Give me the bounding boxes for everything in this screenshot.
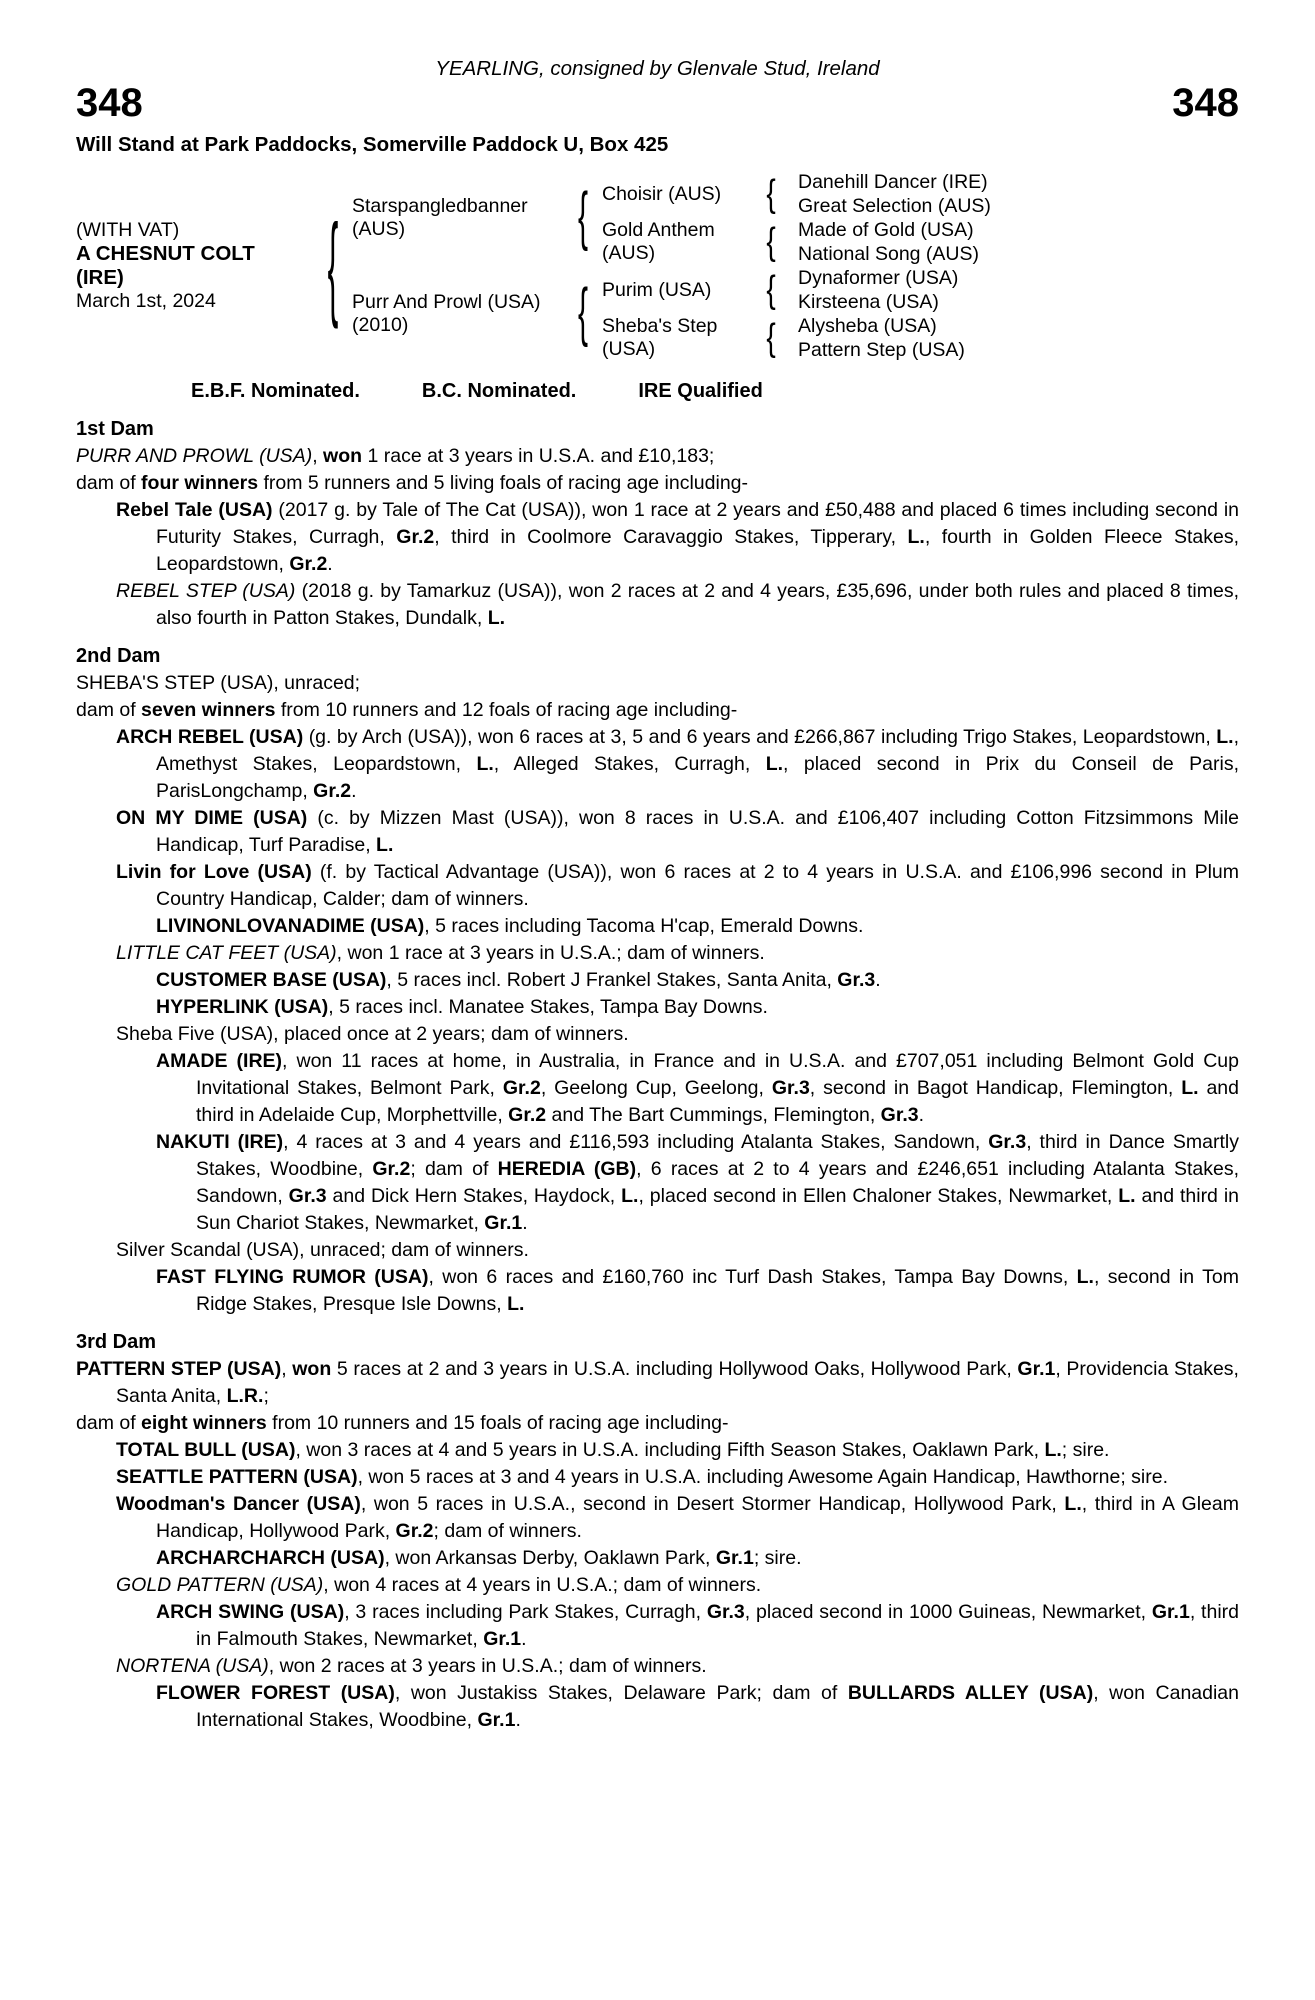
pedigree-paragraph: REBEL STEP (USA) (2018 g. by Tamarkuz (USA)), won 2 races at 2 and 4 years, £35,696, under both rules and placed 8 times, also fourth in Patton Stakes, Dundalk, L. [116,580,1240,629]
pedigree-paragraph: ARCHARCHARCH (USA), won Arkansas Derby, Oaklawn Park, Gr.1; sire. [156,1547,802,1569]
pedigree-paragraph: Woodman's Dancer (USA), won 5 races in U.S.A., second in Desert Stormer Handicap, Hollywood Park, L., third in A Gleam Handicap, Hollywood Park, Gr.2; dam of winners. [116,1493,1239,1542]
section-title: 2nd Dam [76,645,161,667]
pedigree-paragraph: TOTAL BULL (USA), won 3 races at 4 and 5 years in U.S.A. including Fifth Season Stakes, Oaklawn Park, L.; sire. [116,1439,1110,1461]
pedigree-paragraph: PURR AND PROWL (USA), won 1 race at 3 years in U.S.A. and £10,183; [76,445,715,467]
dam-sire-name: Purim (USA) [602,278,712,301]
pedigree-paragraph: PATTERN STEP (USA), won 5 races at 2 and 3 years in U.S.A. including Hollywood Oaks, Hollywood Park, Gr.1, Providencia Stakes, Santa Anita, L.R.; [76,1358,1239,1407]
vat-note: (WITH VAT) [76,219,180,241]
lot-number-right: 348 [1172,81,1239,125]
sire-name: Starspangledbanner (AUS) [352,195,528,240]
pedigree-paragraph: NAKUTI (IRE), 4 races at 3 and 4 years and £116,593 including Atalanta Stakes, Sandown, Gr.3, third in Dance Smartly Stakes, Woodbine, Gr.2; dam of HEREDIA (GB), 6 races at 2 to 4 years and £246,651 including Atalanta Stakes, Sandown, Gr.3 and Dick Hern Stakes, Haydock, L., placed second in Ellen Chaloner Stakes, Newmarket, L. and third in Sun Chariot Stakes, Newmarket, Gr.1. [156,1131,1239,1234]
foaling-date: March 1st, 2024 [76,290,216,312]
sire-dam-name: Gold Anthem (AUS) [602,219,715,264]
pedigree-paragraph: LIVINONLOVANADIME (USA), 5 races including Tacoma H'cap, Emerald Downs. [156,915,864,937]
great-grandsire-name: Alysheba (USA) [798,314,937,337]
stand-location: Will Stand at Park Paddocks, Somerville Paddock U, Box 425 [76,133,669,156]
lot-number-left: 348 [76,81,143,125]
great-grandsire-name: Danehill Dancer (IRE) [798,170,988,193]
pedigree-paragraph: Sheba Five (USA), placed once at 2 years; dam of winners. [116,1023,629,1045]
sire-sire-brace-icon: { [766,172,776,215]
section-title: 1st Dam [76,418,154,440]
pedigree-paragraph: ARCH REBEL (USA) (g. by Arch (USA)), won 6 races at 3, 5 and 6 years and £266,867 including Trigo Stakes, Leopardstown, L., Amethyst Stakes, Leopardstown, L., Alleged Stakes, Curragh, L., placed second in Prix du Conseil de Paris, ParisLongchamp, Gr.2. [116,726,1240,802]
pedigree-paragraph: Livin for Love (USA) (f. by Tactical Advantage (USA)), won 6 races at 2 to 4 years in U.S.A. and £106,996 second in Plum Country Handicap, Calder; dam of winners. [116,861,1240,910]
nominations-row [191,378,1239,405]
great-granddam-name: Pattern Step (USA) [798,338,965,361]
dam-brace-icon: { [577,277,589,349]
great-granddam-name: National Song (AUS) [798,242,980,265]
great-grandsire-name: Dynaformer (USA) [798,266,959,289]
dam-dam-brace-icon: { [766,316,776,359]
pedigree-paragraph: ON MY DIME (USA) (c. by Mizzen Mast (USA)), won 8 races in U.S.A. and £106,407 including Cotton Fitzsimmons Mile Handicap, Turf Paradise, L. [116,807,1240,856]
horse-description: A CHESNUT COLT (IRE) [76,242,255,289]
pedigree-paragraph: Silver Scandal (USA), unraced; dam of winners. [116,1239,529,1261]
pedigree-paragraph: dam of seven winners from 10 runners and 12 foals of racing age including- [76,699,738,721]
pedigree-paragraph: CUSTOMER BASE (USA), 5 races incl. Robert J Frankel Stakes, Santa Anita, Gr.3. [156,969,881,991]
lot-row [76,82,1239,124]
great-grandsire-name: Made of Gold (USA) [798,218,974,241]
horse-info [76,170,314,362]
great-granddam-name: Kirsteena (USA) [798,290,939,313]
pedigree-paragraph: HYPERLINK (USA), 5 races incl. Manatee Stakes, Tampa Bay Downs. [156,996,768,1018]
section-1st-dam [76,416,1239,632]
section-2nd-dam [76,643,1239,1318]
dam-dam-name: Sheba's Step (USA) [602,315,718,360]
pedigree-paragraph: SEATTLE PATTERN (USA), won 5 races at 3 and 4 years in U.S.A. including Awesome Again Handicap, Hawthorne; sire. [116,1466,1168,1488]
ebf-nomination: E.B.F. Nominated. [191,380,360,402]
ire-qualified: IRE Qualified [638,380,763,402]
sire-brace-icon: { [577,181,589,253]
pedigree-paragraph: dam of four winners from 5 runners and 5 living foals of racing age including- [76,472,748,494]
dam-sections [76,416,1239,1734]
pedigree-paragraph: LITTLE CAT FEET (USA), won 1 race at 3 years in U.S.A.; dam of winners. [116,942,765,964]
pedigree-table [76,170,1239,362]
pedigree-paragraph: Rebel Tale (USA) (2017 g. by Tale of The Cat (USA)), won 1 race at 2 years and £50,488 and placed 6 times including second in Futurity Stakes, Curragh, Gr.2, third in Coolmore Caravaggio Stakes, Tipperary, L., fourth in Golden Fleece Stakes, Leopardstown, Gr.2. [116,499,1239,575]
sire-dam-brace-icon: { [766,220,776,263]
bc-nomination: B.C. Nominated. [421,380,577,402]
pedigree-paragraph: FAST FLYING RUMOR (USA), won 6 races and £160,760 inc Turf Dash Stakes, Tampa Bay Downs, L., second in Tom Ridge Stakes, Presque Isle Downs, L. [156,1266,1239,1315]
pedigree-main-brace-icon: { [327,199,339,329]
section-3rd-dam [76,1329,1239,1734]
section-title: 3rd Dam [76,1331,157,1353]
pedigree-paragraph: NORTENA (USA), won 2 races at 3 years in U.S.A.; dam of winners. [116,1655,707,1677]
sire-sire-name: Choisir (AUS) [602,182,722,205]
pedigree-paragraph: ARCH SWING (USA), 3 races including Park Stakes, Curragh, Gr.3, placed second in 1000 Guineas, Newmarket, Gr.1, third in Falmouth Stakes, Newmarket, Gr.1. [156,1601,1239,1650]
pedigree-paragraph: GOLD PATTERN (USA), won 4 races at 4 years in U.S.A.; dam of winners. [116,1574,762,1596]
pedigree-paragraph: SHEBA'S STEP (USA), unraced; [76,672,361,694]
pedigree-paragraph: AMADE (IRE), won 11 races at home, in Australia, in France and in U.S.A. and £707,051 including Belmont Gold Cup Invitational Stakes, Belmont Park, Gr.2, Geelong Cup, Geelong, Gr.3, second in Bagot Handicap, Flemington, L. and third in Adelaide Cup, Morphettville, Gr.2 and The Bart Cummings, Flemington, Gr.3. [156,1050,1239,1126]
great-granddam-name: Great Selection (AUS) [798,194,991,217]
dam-name: Purr And Prowl (USA) (2010) [352,291,541,336]
pedigree-paragraph: dam of eight winners from 10 runners and 15 foals of racing age including- [76,1412,729,1434]
pedigree-paragraph: FLOWER FOREST (USA), won Justakiss Stakes, Delaware Park; dam of BULLARDS ALLEY (USA), won Canadian International Stakes, Woodbine, Gr.1. [156,1682,1239,1731]
dam-sire-brace-icon: { [766,268,776,311]
consignor-line: YEARLING, consigned by Glenvale Stud, Ireland [435,57,880,80]
